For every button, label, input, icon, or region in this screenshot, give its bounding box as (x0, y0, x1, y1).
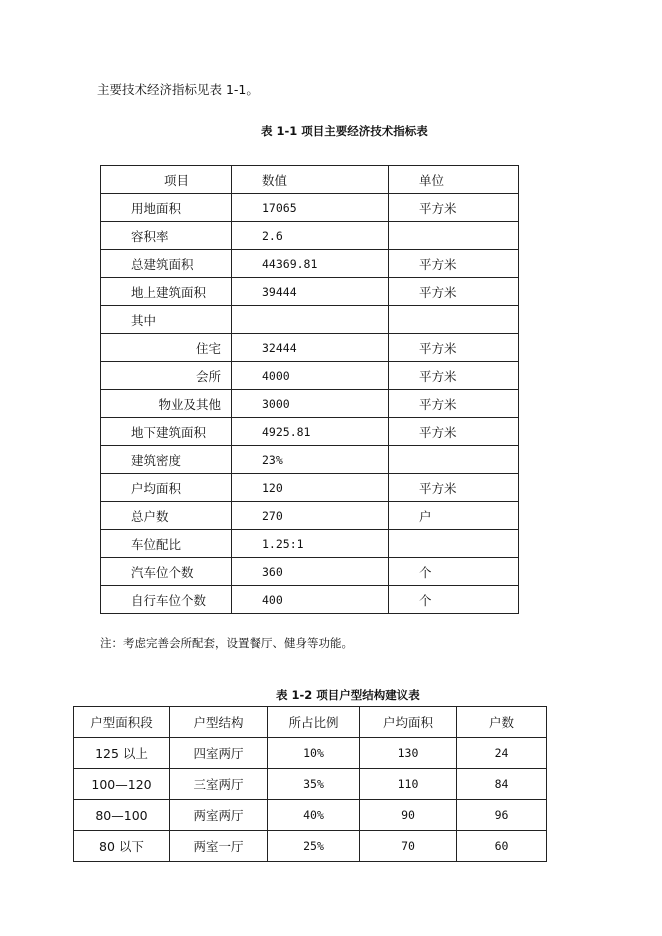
unit-cell (389, 306, 519, 334)
table2-header-cell: 户数 (457, 707, 547, 738)
value-cell: 4925.81 (232, 418, 389, 446)
table-row (101, 390, 519, 418)
unit-cell: 个 (389, 586, 519, 614)
table-row (101, 278, 519, 306)
economic-indicators-table (100, 165, 519, 614)
value-cell (232, 306, 389, 334)
ratio-cell: 35% (268, 769, 360, 800)
unit-cell: 平方米 (389, 474, 519, 502)
table2-header-cell: 户型结构 (170, 707, 268, 738)
table-row (101, 446, 519, 474)
avg-area-cell: 90 (360, 800, 457, 831)
unit-cell: 平方米 (389, 418, 519, 446)
table-row (101, 530, 519, 558)
unit-cell (389, 530, 519, 558)
range-cell: 100—120 (74, 769, 170, 800)
value-cell: 17065 (232, 194, 389, 222)
table1-header-cell: 数值 (232, 166, 389, 194)
item-cell: 户均面积 (101, 474, 232, 502)
item-cell: 住宅 (101, 334, 232, 362)
value-cell: 120 (232, 474, 389, 502)
item-cell: 车位配比 (101, 530, 232, 558)
unit-cell: 平方米 (389, 390, 519, 418)
structure-cell: 四室两厅 (170, 738, 268, 769)
item-cell: 会所 (101, 362, 232, 390)
table2-header-cell: 户型面积段 (74, 707, 170, 738)
table-row (101, 194, 519, 222)
table-row (101, 222, 519, 250)
unit-cell: 平方米 (389, 250, 519, 278)
table2-header-cell: 户均面积 (360, 707, 457, 738)
value-cell: 44369.81 (232, 250, 389, 278)
count-cell: 96 (457, 800, 547, 831)
unit-cell: 平方米 (389, 278, 519, 306)
item-cell: 总建筑面积 (101, 250, 232, 278)
table1-note: 注：考虑完善会所配套，设置餐厅、健身等功能。 (100, 636, 353, 650)
item-cell: 建筑密度 (101, 446, 232, 474)
item-cell: 其中 (101, 306, 232, 334)
value-cell: 2.6 (232, 222, 389, 250)
value-cell: 1.25:1 (232, 530, 389, 558)
item-cell: 物业及其他 (101, 390, 232, 418)
item-cell: 容积率 (101, 222, 232, 250)
table-row (101, 334, 519, 362)
table-row (74, 769, 547, 800)
item-cell: 地下建筑面积 (101, 418, 232, 446)
table-row (101, 306, 519, 334)
table-row (101, 558, 519, 586)
table-row (101, 250, 519, 278)
table-row (101, 418, 519, 446)
table-row (101, 502, 519, 530)
intro-text: 主要技术经济指标见表 1-1。 (97, 82, 259, 97)
range-cell: 125 以上 (74, 738, 170, 769)
value-cell: 4000 (232, 362, 389, 390)
avg-area-cell: 130 (360, 738, 457, 769)
table2-caption: 表 1-2 项目户型结构建议表 (276, 688, 420, 702)
ratio-cell: 25% (268, 831, 360, 862)
value-cell: 400 (232, 586, 389, 614)
table1-header-cell: 项目 (101, 166, 232, 194)
value-cell: 360 (232, 558, 389, 586)
table-row (101, 474, 519, 502)
avg-area-cell: 110 (360, 769, 457, 800)
unit-cell (389, 222, 519, 250)
table-row (74, 831, 547, 862)
table-row (101, 362, 519, 390)
table-row (74, 738, 547, 769)
item-cell: 汽车位个数 (101, 558, 232, 586)
structure-cell: 三室两厅 (170, 769, 268, 800)
avg-area-cell: 70 (360, 831, 457, 862)
unit-cell: 平方米 (389, 362, 519, 390)
range-cell: 80—100 (74, 800, 170, 831)
ratio-cell: 40% (268, 800, 360, 831)
unit-cell (389, 446, 519, 474)
value-cell: 3000 (232, 390, 389, 418)
table1-header-cell: 单位 (389, 166, 519, 194)
table-row (101, 586, 519, 614)
table2-header-row (74, 707, 547, 738)
value-cell: 23% (232, 446, 389, 474)
unit-cell: 平方米 (389, 334, 519, 362)
unit-cell: 个 (389, 558, 519, 586)
item-cell: 自行车位个数 (101, 586, 232, 614)
unit-type-structure-table (73, 706, 547, 862)
table1-header-row (101, 166, 519, 194)
item-cell: 用地面积 (101, 194, 232, 222)
item-cell: 地上建筑面积 (101, 278, 232, 306)
table1-caption: 表 1-1 项目主要经济技术指标表 (261, 124, 428, 138)
value-cell: 39444 (232, 278, 389, 306)
table2-header-cell: 所占比例 (268, 707, 360, 738)
count-cell: 24 (457, 738, 547, 769)
count-cell: 60 (457, 831, 547, 862)
unit-cell: 户 (389, 502, 519, 530)
range-cell: 80 以下 (74, 831, 170, 862)
unit-cell: 平方米 (389, 194, 519, 222)
value-cell: 270 (232, 502, 389, 530)
value-cell: 32444 (232, 334, 389, 362)
item-cell: 总户数 (101, 502, 232, 530)
structure-cell: 两室两厅 (170, 800, 268, 831)
ratio-cell: 10% (268, 738, 360, 769)
table-row (74, 800, 547, 831)
count-cell: 84 (457, 769, 547, 800)
structure-cell: 两室一厅 (170, 831, 268, 862)
